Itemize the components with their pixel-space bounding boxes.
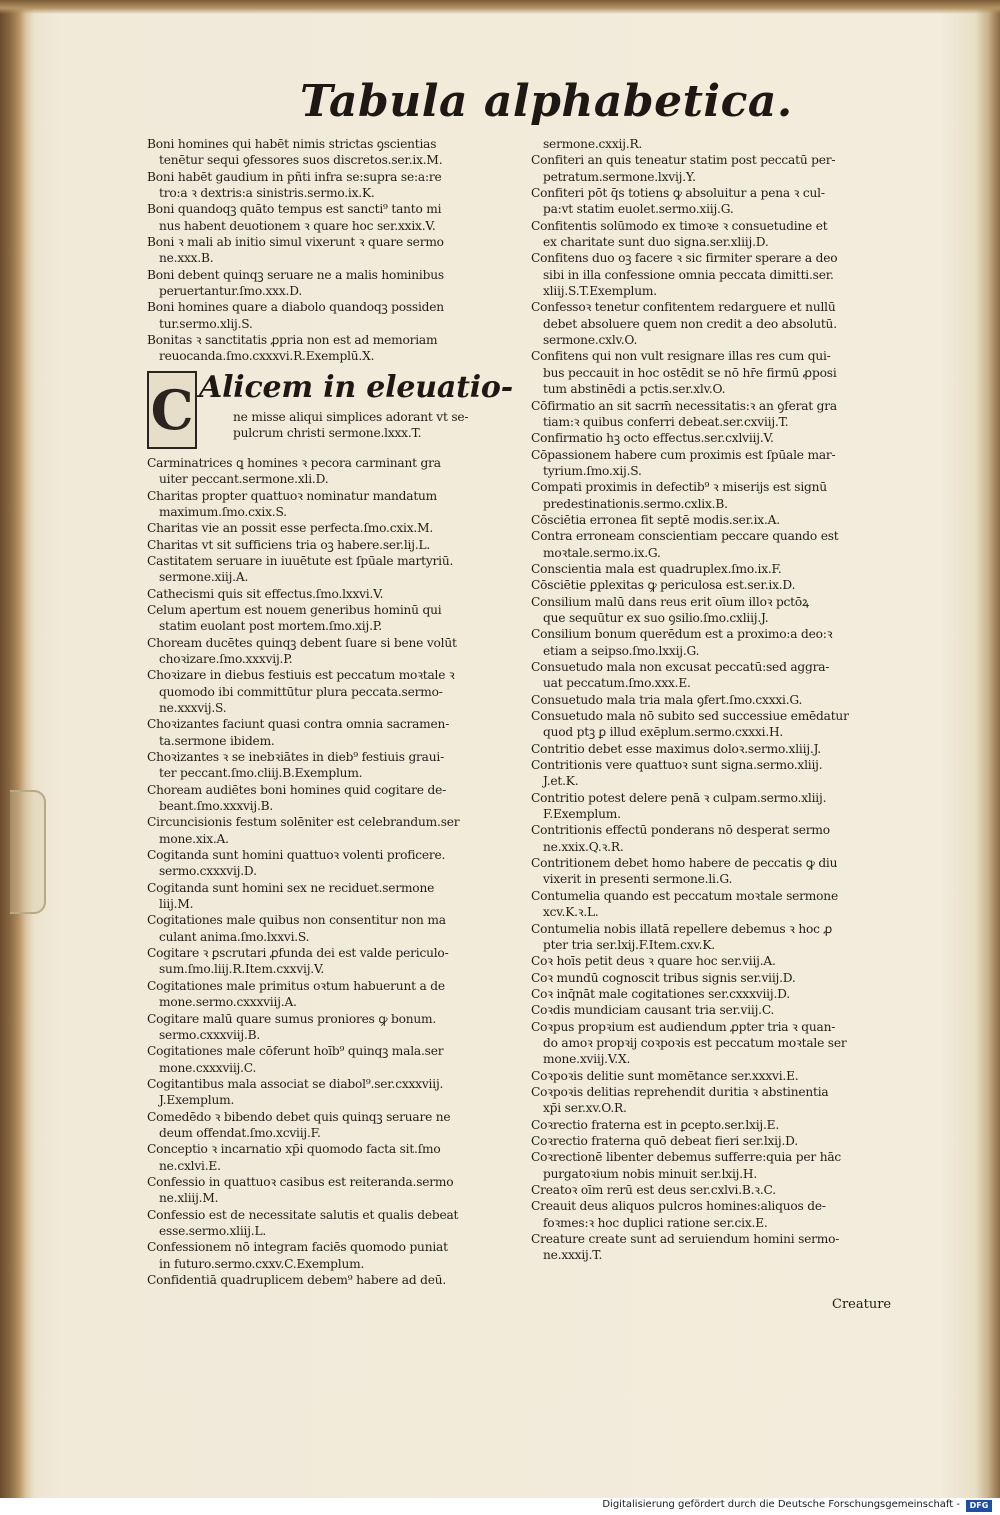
- index-line: J.et.K.: [543, 774, 579, 789]
- index-line: choꝛizare.ſmo.xxxvij.P.: [159, 651, 293, 666]
- index-line: debet absoluere quem non credit a deo absolutū.: [543, 316, 837, 331]
- index-line: liij.M.: [159, 897, 194, 912]
- index-line: uiter peccant.sermone.xli.D.: [159, 472, 329, 487]
- index-line: Coꝛpus propꝛium est audiendum ꝓpter tria ꝛ quan-: [531, 1019, 836, 1034]
- index-line: uat peccatum.ſmo.xxx.E.: [543, 676, 691, 691]
- index-line: Bonitas ꝛ sanctitatis ꝓpria non est ad memoriam: [147, 333, 438, 348]
- index-line: peruertantur.ſmo.xxx.D.: [159, 284, 303, 299]
- index-line: ne.xxxvij.S.: [159, 700, 227, 715]
- index-line: Cōpassionem habere cum proximis est ſpūale mar-: [531, 447, 836, 462]
- index-line: Coꝛpoꝛis delitias reprehendit duritia ꝛ abstinentia: [531, 1084, 829, 1099]
- index-line: etiam a seipso.ſmo.lxxij.G.: [543, 643, 700, 658]
- index-line: Confessio in quattuoꝛ casibus est reiteranda.sermo: [147, 1174, 454, 1189]
- index-line: Choꝛizantes ꝛ se inebꝛiātes in dieb⁹ festiuis graui-: [147, 750, 444, 764]
- index-line: Coꝛdis mundiciam causant tria ser.viij.C.: [531, 1003, 775, 1018]
- page-title: Tabula alphabetica.: [300, 76, 793, 127]
- index-line: deum offendat.ſmo.xcviij.F.: [159, 1125, 321, 1140]
- index-line: sermone.cxxij.R.: [543, 137, 643, 151]
- index-line: Castitatem seruare in iuuētute est ſpūale martyriū.: [147, 553, 454, 568]
- index-line: sermo.cxxxviij.B.: [159, 1027, 261, 1042]
- index-line: Contritionis effectū ponderans nō desperat sermo: [531, 823, 830, 838]
- index-line: pa:vt statim euolet.sermo.xiij.G.: [543, 202, 734, 217]
- index-line: Cogitationes male primitus oꝛtum habuerunt a de: [147, 978, 445, 993]
- index-line: Coꝛ mundū cognoscit tribus signis ser.viij.D.: [531, 970, 796, 985]
- page-clasp-mark: [10, 790, 46, 914]
- index-line: Cōfirmatio an sit sacrm̄ necessitatis:ꝛ an ꝯferat gra: [531, 398, 837, 413]
- index-line: petratum.sermone.lxvij.Y.: [543, 169, 696, 184]
- index-line: Consuetudo mala non excusat peccatū:sed aggra-: [531, 660, 830, 674]
- index-line: Celum apertum est nouem generibus hominū qui: [147, 602, 442, 617]
- index-line: Cogitare malū quare sumus proniores ꝙ bonum.: [147, 1011, 437, 1026]
- index-line: Confiteri an quis teneatur statim post peccatū per-: [531, 153, 836, 168]
- index-line: tyrium.ſmo.xij.S.: [543, 463, 642, 478]
- index-line: in futuro.sermo.cxxv.C.Exemplum.: [159, 1256, 365, 1271]
- index-line: Confessoꝛ tenetur confitentem redarguere et nullū: [531, 300, 836, 315]
- footer-credit: Digitalisierung gefördert durch die Deutsche Forschungsgemeinschaft -: [602, 1499, 960, 1510]
- index-line: Contritionem debet homo habere de peccatis ꝙ diu: [531, 856, 838, 871]
- index-line: Confitens qui non vult resignare illas res cum qui-: [531, 349, 831, 364]
- index-line: tur.sermo.xlij.S.: [159, 316, 253, 331]
- index-line: esse.sermo.xliij.L.: [159, 1223, 267, 1238]
- index-line: beant.ſmo.xxxvij.B.: [159, 799, 274, 814]
- index-line: sermone.cxlv.O.: [543, 333, 638, 348]
- initial-block: [147, 371, 517, 453]
- page-top-edge: [0, 0, 1000, 14]
- index-line: Circuncisionis festum solēniter est celebrandum.ser: [147, 815, 460, 830]
- digitization-footer: [0, 1498, 1000, 1515]
- index-line: sermone.xiij.A.: [159, 570, 249, 585]
- index-line: moꝛtale.sermo.ix.G.: [543, 545, 661, 560]
- index-line: Cogitationes male quibus non consentitur non ma: [147, 913, 446, 928]
- index-line: Cogitare ꝛ ꝑscrutari ꝓfunda dei est valde periculo-: [147, 946, 449, 961]
- index-line: Cogitationes male cōferunt hoīb⁹ quinqꝫ mala.ser: [147, 1044, 444, 1059]
- index-line: Creauit deus aliquos pulcros homines:aliquos de-: [531, 1199, 826, 1214]
- index-line: ne.xxx.B.: [159, 251, 214, 266]
- index-line: mone.xviij.V.X.: [543, 1052, 631, 1067]
- index-line: ex charitate sunt duo signa.ser.xliij.D.: [543, 235, 769, 250]
- catchword: Creature: [832, 1297, 892, 1312]
- index-line: mone.xix.A.: [159, 831, 229, 846]
- index-line: Conscientia mala est quadruplex.ſmo.ix.F.: [531, 561, 782, 576]
- index-line: Consuetudo mala tria mala ꝯfert.ſmo.cxxxi.G.: [531, 692, 803, 707]
- index-line: Boni debent quinqꝫ seruare ne a malis hominibus: [147, 267, 444, 282]
- index-line: xcv.K.ꝛ.L.: [543, 905, 599, 920]
- index-line: Boni homines quare a diabolo quandoqꝫ possiden: [147, 300, 444, 315]
- index-line: Confitentis solūmodo ex timoꝛe ꝛ consuetudine et: [531, 218, 828, 233]
- decorated-initial: C: [147, 371, 197, 449]
- index-line: Cathecismi quis sit effectus.ſmo.lxxvi.V.: [147, 586, 384, 601]
- index-line: Boni quandoqꝫ quāto tempus est sancti⁹ tanto mi: [147, 202, 442, 217]
- index-line: reuocanda.ſmo.cxxxvi.R.Exemplū.X.: [159, 349, 375, 364]
- index-line: xliij.S.T.Exemplum.: [543, 284, 657, 299]
- index-line: Contumelia quando est peccatum moꝛtale sermone: [531, 888, 838, 903]
- index-line: Consilium bonum querēdum est a proximo:a deo:ꝛ: [531, 627, 833, 642]
- index-line: Contritionis vere quattuoꝛ sunt signa.sermo.xliij.: [531, 758, 823, 773]
- index-line: culant anima.ſmo.lxxvi.S.: [159, 929, 310, 944]
- index-line: statim euolant post mortem.ſmo.xij.P.: [159, 619, 382, 634]
- index-line: Confiteri pōt q̄s totiens ꝙ absoluitur a pena ꝛ cul-: [531, 186, 825, 201]
- index-line: tum abstinēdi a pctis.ser.xlv.O.: [543, 382, 726, 397]
- index-line: xp̄i ser.xv.O.R.: [543, 1101, 627, 1116]
- index-line: que sequūtur ex suo ꝯsilio.ſmo.cxliij.J.: [543, 610, 769, 625]
- index-line: Coꝛrectio fraterna quō debeat fieri ser.lxij.D.: [531, 1133, 798, 1148]
- index-line: bus peccauit in hoc ostēdit se nō hr̄e firmū ꝓposi: [543, 365, 837, 380]
- initial-line: pulcrum christi sermone.lxxx.T.: [233, 426, 422, 441]
- index-line: Contumelia nobis illatā repellere debemus ꝛ hoc ꝓ: [531, 921, 832, 936]
- index-line: Carminatrices ꝗ homines ꝛ pecora carminant gra: [147, 455, 441, 470]
- index-line: Choream ducētes quinqꝫ debent ſuare si bene volūt: [147, 635, 457, 650]
- index-line: pter tria ser.lxij.F.Item.cxv.K.: [543, 937, 715, 952]
- index-line: Cogitantibus mala associat se diabol⁹.ser.cxxxviij.: [147, 1076, 444, 1091]
- right-entries: [531, 136, 896, 1264]
- index-line: F.Exemplum.: [543, 807, 621, 822]
- index-line: Charitas vt sit sufficiens tria oꝫ habere.ser.lij.L.: [147, 537, 431, 552]
- index-line: Confessio est de necessitate salutis et qualis debeat: [147, 1207, 459, 1222]
- index-line: tiam:ꝛ quibus conferri debeat.ser.cxviij.T.: [543, 414, 789, 429]
- index-line: mone.cxxxviij.C.: [159, 1060, 257, 1075]
- initial-line: ne misse aliqui simplices adorant vt se-: [233, 409, 469, 424]
- index-line: Charitas vie an possit esse perfecta.ſmo.cxix.M.: [147, 521, 434, 536]
- index-line: purgatoꝛium nobis minuit ser.lxij.H.: [543, 1166, 758, 1181]
- index-line: quomodo ibi committūtur plura peccata.sermo-: [159, 684, 443, 699]
- index-line: ne.xxxij.T.: [543, 1248, 603, 1263]
- index-line: Coꝛrectionē libenter debemus sufferre:quia per hāc: [531, 1150, 842, 1165]
- index-line: Boni homines qui habēt nimis strictas ꝯscientias: [147, 137, 437, 151]
- right-column: [531, 136, 896, 1264]
- index-line: Cogitanda sunt homini sex ne reciduet.sermone: [147, 880, 435, 895]
- index-line: Choꝛizare in diebus festiuis est peccatum moꝛtale ꝛ: [147, 668, 455, 683]
- index-line: Coꝛ hoīs petit deus ꝛ quare hoc ser.viij.A.: [531, 954, 776, 969]
- index-line: Confitens duo oꝫ facere ꝛ sic firmiter sperare a deo: [531, 251, 838, 266]
- index-line: Cōsciētia erronea fit septē modis.ser.ix.A.: [531, 512, 780, 527]
- left-entries-b: [147, 455, 517, 1289]
- index-line: Choream audiētes boni homines quid cogitare de-: [147, 782, 447, 797]
- index-line: nus habent deuotionem ꝛ quare hoc ser.xxix.V.: [159, 218, 436, 233]
- index-line: tro:a ꝛ dextris:a sinistris.sermo.ix.K.: [159, 186, 375, 201]
- index-line: Contra erroneam conscientiam peccare quando est: [531, 529, 839, 544]
- index-line: ne.cxlvi.E.: [159, 1158, 221, 1173]
- initial-first-line: Alicem in eleuatio-: [199, 369, 513, 405]
- index-line: Boni ꝛ mali ab initio simul vixerunt ꝛ quare sermo: [147, 235, 444, 250]
- index-line: maximum.ſmo.cxix.S.: [159, 504, 287, 519]
- left-column: [147, 136, 517, 1288]
- index-line: Creature create sunt ad seruiendum homini sermo-: [531, 1232, 840, 1247]
- index-line: ta.sermone ibidem.: [159, 733, 275, 748]
- index-line: tenētur sequi ꝯfessores suos discretos.ser.ix.M.: [159, 153, 443, 168]
- index-line: Consuetudo mala nō subito sed successiue emēdatur: [531, 709, 849, 724]
- index-line: Cogitanda sunt homini quattuoꝛ volenti proficere.: [147, 848, 446, 863]
- index-line: sibi in illa confessione omnia peccata dimitti.ser.: [543, 267, 834, 282]
- index-line: predestinationis.sermo.cxlix.B.: [543, 496, 728, 511]
- index-line: mone.sermo.cxxxviij.A.: [159, 995, 297, 1010]
- left-entries-a: [147, 136, 517, 365]
- index-line: do amoꝛ propꝛij coꝛpoꝛis est peccatum moꝛtale ser: [543, 1035, 847, 1050]
- index-line: Coꝛrectio fraterna est in ꝑcepto.ser.lxij.E.: [531, 1117, 780, 1132]
- index-line: Consilium malū dans reus erit oīum illoꝛ pctōꝝ: [531, 594, 809, 609]
- initial-rest-lines: [233, 409, 468, 442]
- index-line: foꝛmes:ꝛ hoc duplici ratione ser.cix.E.: [543, 1215, 768, 1230]
- index-line: Boni habēt gaudium in pñti infra se:supra se:a:re: [147, 169, 442, 184]
- index-line: Compati proximis in defectib⁹ ꝛ miserijs est signū: [531, 480, 827, 495]
- index-line: sum.ſmo.liij.R.Item.cxxvij.V.: [159, 962, 325, 977]
- index-line: Choꝛizantes faciunt quasi contra omnia sacramen-: [147, 717, 450, 732]
- index-line: Contritio debet esse maximus doloꝛ.sermo.xliij.J.: [531, 741, 821, 756]
- index-line: J.Exemplum.: [159, 1093, 235, 1108]
- index-line: ne.xliij.M.: [159, 1191, 219, 1206]
- index-line: ter peccant.ſmo.cliij.B.Exemplum.: [159, 766, 363, 781]
- index-line: Confidentiā quadruplicem debem⁹ habere ad deū.: [147, 1273, 447, 1287]
- index-line: Comedēdo ꝛ bibendo debet quis quinqꝫ seruare ne: [147, 1109, 451, 1124]
- dfg-logo-icon: DFG: [966, 1500, 992, 1512]
- index-line: sermo.cxxxvij.D.: [159, 864, 257, 879]
- index-line: vixerit in presenti sermone.li.G.: [543, 872, 733, 887]
- index-line: quod ptꝫ ꝑ illud exēplum.sermo.cxxxi.H.: [543, 725, 784, 740]
- index-line: Contritio potest delere penā ꝛ culpam.sermo.xliij.: [531, 790, 827, 805]
- index-line: Creatoꝛ oīm rerū est deus ser.cxlvi.B.ꝛ.C.: [531, 1183, 776, 1197]
- index-line: Conceptio ꝛ incarnatio xp̄i quomodo facta sit.ſmo: [147, 1142, 441, 1157]
- index-line: Charitas propter quattuoꝛ nominatur mandatum: [147, 488, 438, 503]
- index-line: Coꝛpoꝛis delitie sunt momētance ser.xxxvi.E.: [531, 1068, 799, 1083]
- index-line: Coꝛ inq̄nāt male cogitationes ser.cxxxviij.D.: [531, 986, 790, 1001]
- index-line: Confirmatio hꝫ octo effectus.ser.cxlviij.V.: [531, 431, 774, 446]
- index-line: Cōsciētie ꝑplexitas ꝙ periculosa est.ser.ix.D.: [531, 578, 796, 593]
- index-line: Confessionem nō integram faciēs quomodo puniat: [147, 1240, 448, 1255]
- index-line: ne.xxix.Q.ꝛ.R.: [543, 839, 624, 854]
